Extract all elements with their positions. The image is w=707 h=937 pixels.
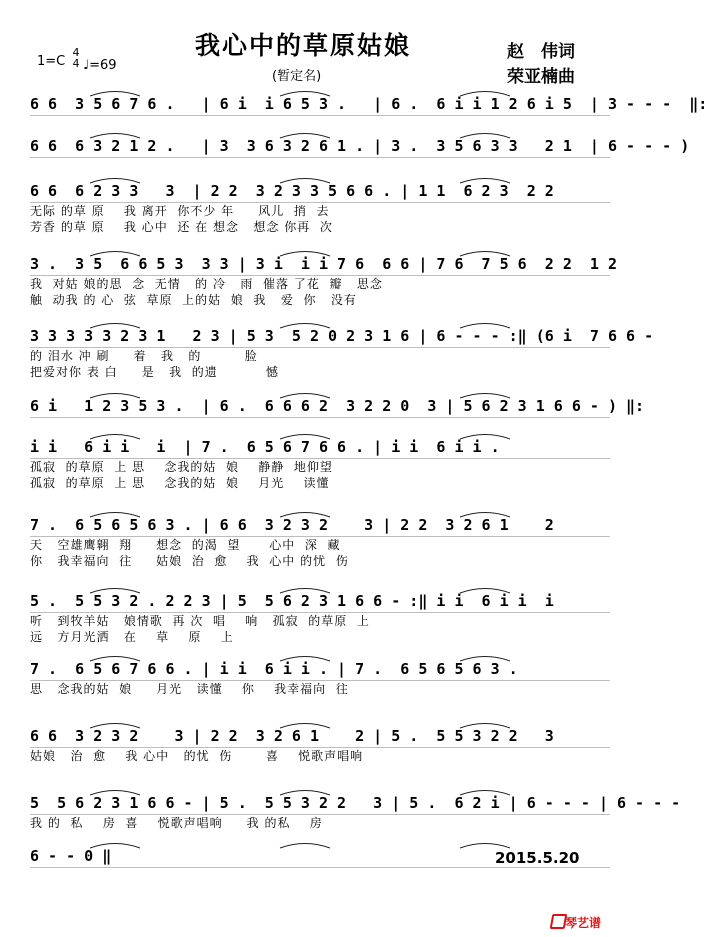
slur-marks	[30, 652, 610, 662]
slur-marks	[30, 174, 610, 184]
notation-line: 5 . 5 5 3 2 . 2 2 3 | 5 5 6 2 3 1 6 6 - :‖ i i 6 i i i	[30, 590, 610, 613]
slur-arc	[460, 791, 510, 796]
slur-arc	[90, 92, 140, 97]
slur-arc	[280, 791, 330, 796]
watermark-text: 琴艺谱	[565, 916, 602, 930]
notation-line: 6 - - 0 ‖	[30, 845, 610, 868]
slur-marks	[30, 389, 610, 399]
notation-line: 6 6 3 2 3 2 3 | 2 2 3 2 6 1 2 | 5 . 5 5 3 2 2 3	[30, 725, 610, 748]
slur-arc	[460, 513, 510, 518]
slur-arc	[280, 724, 330, 729]
lyric-line: 触 动我 的 心 弦 草原 上的姑 娘 我 爱 你 没有	[30, 293, 357, 307]
slur-arc	[280, 435, 330, 440]
slur-arc	[280, 92, 330, 97]
notation-line: 3 3 3 3 3 2 3 1 2 3 | 5 3 5 2 0 2 3 1 6 | 6 - - - :‖ (6 i 7 6 6 -	[30, 325, 610, 348]
score-row	[30, 253, 617, 308]
slur-marks	[30, 87, 610, 97]
slur-marks	[30, 839, 610, 849]
lyric-line: 我 对姑 娘的思 念 无情 的 冷 雨 催落 了花 瓣 思念	[30, 277, 383, 291]
slur-arc	[460, 657, 510, 662]
slur-arc	[90, 589, 140, 594]
score-row	[30, 325, 654, 380]
score-row	[30, 93, 707, 116]
score-row	[30, 725, 610, 764]
slur-arc	[280, 589, 330, 594]
slur-arc	[90, 252, 140, 257]
slur-arc	[460, 252, 510, 257]
lyric-line: 孤寂 的草原 上 思 念我的姑 娘 静静 地仰望	[30, 460, 333, 474]
lyric-line: 的 泪水 冲 刷 着 我 的 脸	[30, 349, 258, 363]
slur-marks	[30, 719, 610, 729]
score-row	[30, 514, 610, 569]
lyric-line: 我 的 私 房 喜 悦歌声唱响 我 的私 房	[30, 816, 323, 830]
lyric-line: 远 方月光洒 在 草 原 上	[30, 630, 234, 644]
composer-credit: 荣亚楠曲	[507, 67, 575, 87]
slur-arc	[280, 179, 330, 184]
slur-arc	[90, 179, 140, 184]
slur-marks	[30, 430, 610, 440]
slur-arc	[90, 134, 140, 139]
notation-line: 7 . 6 5 6 7 6 6 . | i i 6 i i . | 7 . 6 5 6 5 6 3 .	[30, 658, 610, 681]
slur-arc	[90, 724, 140, 729]
score-row	[30, 135, 690, 158]
lyric-line: 思 念我的姑 娘 月光 读懂 你 我幸福向 往	[30, 682, 349, 696]
slur-arc	[280, 252, 330, 257]
slur-arc	[460, 435, 510, 440]
key-signature: 1=C	[37, 54, 66, 69]
lyric-line: 芳香 的草 原 我 心中 还 在 想念 想念 你再 次	[30, 220, 333, 234]
lyric-line: 无际 的草 原 我 离开 你不少 年 风儿 捎 去	[30, 204, 330, 218]
lyric-line: 姑娘 治 愈 我 心中 的忧 伤 喜 悦歌声唱响	[30, 749, 364, 763]
slur-arc	[460, 179, 510, 184]
lyricist-credit: 赵 伟词	[507, 42, 575, 62]
slur-arc	[280, 324, 330, 329]
slur-arc	[90, 435, 140, 440]
notation-line: 7 . 6 5 6 5 6 3 . | 6 6 3 2 3 2 3 | 2 2 3 2 6 1 2	[30, 514, 610, 537]
lyric-line: 你 我幸福向 往 姑娘 治 愈 我 心中 的忧 伤	[30, 554, 349, 568]
tempo-marking: ♩=69	[83, 58, 117, 73]
slur-marks	[30, 508, 610, 518]
notation-line: 6 i 1 2 3 5 3 . | 6 . 6 6 6 2 3 2 2 0 3 | 5 6 2 3 1 6 6 - ) ‖:	[30, 395, 610, 418]
lyric-line: 孤寂 的草原 上 思 念我的姑 娘 月光 读懂	[30, 476, 330, 490]
page-subtitle: (暂定名)	[272, 69, 322, 84]
notation-line: 6 6 6 3 2 1 2 . | 3 3 6 3 2 6 1 . | 3 . 3 5 6 3 3 2 1 | 6 - - - )	[30, 135, 610, 158]
slur-arc	[90, 791, 140, 796]
notation-line: 6 6 6 2 3 3 3 | 2 2 3 2 3 3 5 6 6 . | 1 1 6 2 3 2 2	[30, 180, 610, 203]
slur-arc	[90, 394, 140, 399]
score-row	[30, 395, 645, 418]
score-row	[30, 590, 610, 645]
notation-line: 6 6 3 5 6 7 6 . | 6 i i 6 5 3 . | 6 . 6 i i 1 2 6 i 5 | 3 - - - ‖:	[30, 93, 610, 116]
score-row	[30, 658, 610, 697]
slur-marks	[30, 786, 610, 796]
notation-line: 5 5 6 2 3 1 6 6 - | 5 . 5 5 3 2 2 3 | 5 . 6 2 i | 6 - - - | 6 - - -	[30, 792, 610, 815]
slur-arc	[280, 394, 330, 399]
lyric-line: 天 空雄鹰翱 翔 想念 的渴 望 心中 深 藏	[30, 538, 341, 552]
slur-marks	[30, 319, 610, 329]
score-row	[30, 436, 610, 491]
lyric-line: 把爱对你 表 白 是 我 的遗 憾	[30, 365, 279, 379]
slur-arc	[460, 324, 510, 329]
slur-arc	[460, 134, 510, 139]
notation-line: i i 6 i i i | 7 . 6 5 6 7 6 6 . | i i 6 i i .	[30, 436, 610, 459]
slur-arc	[90, 844, 140, 849]
notation-line: 3 . 3 5 6 6 5 3 3 3 | 3 i i i 7 6 6 6 | 7 6 7 5 6 2 2 1 2	[30, 253, 610, 276]
slur-arc	[90, 657, 140, 662]
slur-arc	[460, 589, 510, 594]
time-signature-bottom: 4	[72, 57, 80, 70]
slur-arc	[280, 134, 330, 139]
slur-arc	[460, 92, 510, 97]
slur-arc	[90, 513, 140, 518]
lyric-line: 听 到牧羊姑 娘情歌 再 次 唱 响 孤寂 的草原 上	[30, 614, 370, 628]
time-signature-top: 4	[72, 46, 80, 59]
time-signature	[71, 47, 81, 69]
score-row	[30, 180, 610, 235]
page-title: 我心中的草原姑娘	[195, 31, 412, 60]
date-stamp: 2015.5.20	[495, 849, 580, 867]
slur-marks	[30, 247, 610, 257]
slur-marks	[30, 584, 610, 594]
slur-arc	[460, 394, 510, 399]
score-row	[30, 792, 681, 831]
slur-arc	[460, 844, 510, 849]
slur-arc	[460, 724, 510, 729]
slur-arc	[280, 844, 330, 849]
slur-arc	[280, 513, 330, 518]
slur-arc	[280, 657, 330, 662]
slur-marks	[30, 129, 610, 139]
slur-arc	[90, 324, 140, 329]
